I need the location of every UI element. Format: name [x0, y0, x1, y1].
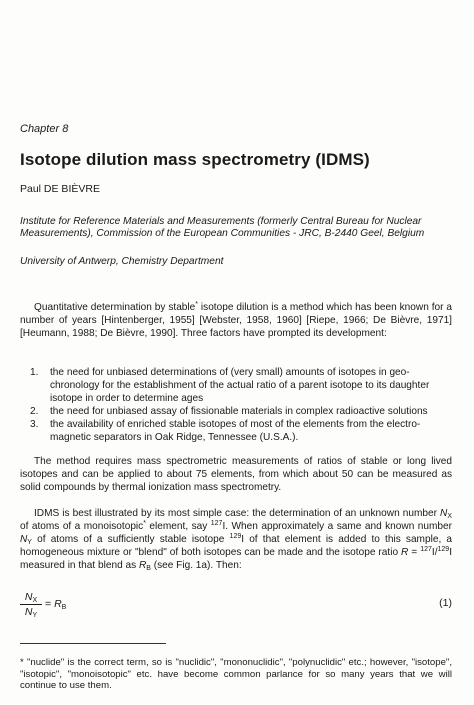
method-paragraph: The method requires mass spectrometric measurements of ratios of stable or long lived isotopes and can be applied to about 75 elements, from which about 50 can be measured as solid compounds by thermal ionization mass spectrometry.: [20, 456, 452, 493]
list-item: 2. the need for unbiased assay of fissionable materials in complex radioactive solutions: [30, 406, 428, 417]
intro-paragraph: Quantitative determination by stable* isotope dilution is a method which has been known for a number of years [Hintenberger, 1955] [Webster, 1958, 1960] [Riepe, 1966; De Bièvre, 1971] [Heumann, 1988; De Bièvre, 1990]. Three factors have prompted its development:: [20, 301, 452, 339]
footnote: * "nuclide" is the correct term, so is "nuclidic", "mononuclidic", "polynuclidic" etc.; however, "isotope", "isotopic", "monoisotopic" etc. have become common parlance for so many years that we will continue to use them.: [20, 657, 452, 691]
author-name: Paul DE BIÈVRE: [20, 183, 100, 195]
idms-paragraph: IDMS is best illustrated by its most simple case: the determination of an unknown number $N_X$ of atoms of a monoisotopic* element, say $^{127}$I. When approximately a same and known number $N_Y$ of atoms of a sufficiently stable isotope $^{129}$I of that element is added to this sample, a homogeneous mixture or "blend" of both isotopes can be made and the isotope ratio R = $^{127}$I/$^{129}$I measured in that blend as $R_B$ (see Fig. 1a). Then:: [20, 508, 453, 572]
page-title: Isotope dilution mass spectrometry (IDMS): [20, 150, 370, 169]
affiliation-institute: Institute for Reference Materials and Measurements (formerly Central Bureau for Nuclear Measurements), Commission of the European Communities - JRC, B-2440 Geel, Belgium: [20, 216, 425, 239]
affiliation-university: University of Antwerp, Chemistry Department: [20, 256, 224, 267]
factor-list: [20, 366, 452, 444]
footnote-divider: [20, 643, 166, 644]
equation-fraction: $N_X$ $N_Y$: [20, 591, 42, 618]
equation-rhs: = $R_B$: [45, 598, 67, 611]
list-item: 1. the need for unbiased determinations of (very small) amounts of isotopes in geo-chronology for the establishment of the actual ratio of a parent isotope to its daughter isotope in order to determine ages: [30, 367, 430, 404]
equation-1: [20, 591, 452, 621]
chapter-label: Chapter 8: [20, 123, 69, 135]
equation-number: (1): [439, 597, 452, 609]
fraction-bar: [20, 604, 42, 605]
list-item: 3. the availability of enriched stable isotopes of most of the elements from the electro-magnetic separators in Oak Ridge, Tennessee (U.S.A.).: [30, 419, 421, 443]
